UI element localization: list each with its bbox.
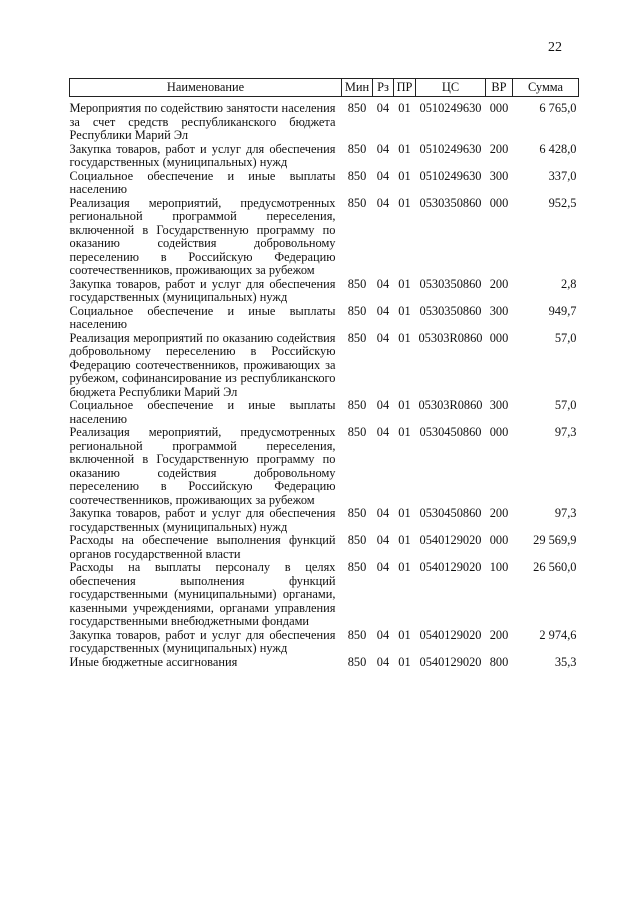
cell-min: 850 <box>347 141 367 156</box>
cell-min: 850 <box>347 533 367 547</box>
table-row <box>70 332 579 400</box>
cell-vr: 000 <box>489 101 509 115</box>
cell-pr: 01 <box>398 627 411 642</box>
cell-cs: 0540129020 <box>419 654 482 669</box>
cell-rz: 04 <box>376 303 390 318</box>
cell-vr: 800 <box>489 654 509 669</box>
cell-rz: 04 <box>376 141 390 156</box>
cell-vr: 200 <box>489 276 509 291</box>
cell-sum: 2 974,6 <box>539 627 577 642</box>
cell-min: 850 <box>347 276 367 291</box>
cell-rz: 04 <box>376 195 390 210</box>
cell-rz: 04 <box>376 627 390 642</box>
cell-min: 850 <box>347 168 367 183</box>
cell-pr: 01 <box>398 276 411 291</box>
cell-name: Закупка товаров, работ и услуг для обеспечения государственных (муниципальных) нужд <box>69 627 336 655</box>
cell-pr: 01 <box>398 195 411 210</box>
cell-name: Социальное обеспечение и иные выплаты населению <box>69 303 336 331</box>
cell-sum: 949,7 <box>548 303 577 318</box>
cell-rz: 04 <box>376 330 390 345</box>
cell-name: Закупка товаров, работ и услуг для обеспечения государственных (муниципальных) нужд <box>69 276 336 304</box>
cell-rz: 04 <box>376 101 390 115</box>
cell-name: Закупка товаров, работ и услуг для обеспечения государственных (муниципальных) нужд <box>69 506 336 534</box>
cell-vr: 300 <box>489 168 509 183</box>
cell-sum: 57,0 <box>554 330 577 345</box>
table-row <box>70 399 579 426</box>
cell-pr: 01 <box>398 168 411 183</box>
cell-rz: 04 <box>376 506 390 520</box>
cell-pr: 01 <box>398 398 411 412</box>
cell-name: Расходы на обеспечение выполнения функций органов государственной власти <box>69 533 336 561</box>
cell-vr: 000 <box>489 330 509 345</box>
cell-sum: 337,0 <box>548 168 577 183</box>
cell-name: Расходы на выплаты персоналу в целях обеспечения выполнения функций государственными (муниципальными) органами, казенными учреждениями, органами управления государственными внебюджетными фондами <box>69 560 336 628</box>
cell-name: Иные бюджетные ассигнования <box>69 654 238 669</box>
cell-pr: 01 <box>398 425 411 439</box>
cell-sum: 57,0 <box>554 398 577 412</box>
cell-cs: 0540129020 <box>419 533 482 547</box>
cell-cs: 0540129020 <box>419 627 482 642</box>
cell-min: 850 <box>347 560 367 574</box>
cell-min: 850 <box>347 398 367 412</box>
cell-vr: 200 <box>489 141 509 156</box>
cell-name: Реализация мероприятий, предусмотренных региональной программой переселения, включенной в Государственную программу по оказанию содействия добровольному переселению в Российскую Федерацию соотечественников, проживающих за рубежом <box>69 425 336 507</box>
cell-cs: 0530350860 <box>419 303 482 318</box>
table-row <box>70 97 579 143</box>
cell-pr: 01 <box>398 141 411 156</box>
table-row <box>70 170 579 197</box>
header-rz: Рз <box>373 79 394 97</box>
table-row <box>70 305 579 332</box>
cell-rz: 04 <box>376 425 390 439</box>
header-name: Наименование <box>70 79 342 97</box>
cell-sum: 6 765,0 <box>539 101 577 115</box>
cell-rz: 04 <box>376 168 390 183</box>
table-row <box>70 278 579 305</box>
table-row <box>70 534 579 561</box>
cell-rz: 04 <box>376 560 390 574</box>
cell-cs: 0510249630 <box>419 141 482 156</box>
cell-pr: 01 <box>398 654 411 669</box>
cell-rz: 04 <box>376 654 390 669</box>
cell-sum: 26 560,0 <box>533 560 577 574</box>
cell-vr: 000 <box>489 195 509 210</box>
cell-pr: 01 <box>398 533 411 547</box>
cell-min: 850 <box>347 425 367 439</box>
table-row <box>70 426 579 507</box>
budget-table <box>69 78 579 669</box>
cell-min: 850 <box>347 330 367 345</box>
cell-cs: 05303R0860 <box>418 330 483 345</box>
cell-cs: 0530350860 <box>419 195 482 210</box>
cell-pr: 01 <box>398 330 411 345</box>
cell-name: Реализация мероприятий, предусмотренных региональной программой переселения, включенной в Государственную программу по оказанию содействия добровольному переселению в Российскую Федерацию соотечественников, проживающих за рубежом <box>69 195 336 277</box>
cell-sum: 29 569,9 <box>533 533 577 547</box>
cell-sum: 2,8 <box>561 276 577 291</box>
cell-sum: 952,5 <box>548 195 577 210</box>
cell-vr: 000 <box>489 425 509 439</box>
cell-min: 850 <box>347 654 367 669</box>
cell-pr: 01 <box>398 303 411 318</box>
cell-cs: 0530350860 <box>419 276 482 291</box>
table-row <box>70 143 579 170</box>
table-row <box>70 507 579 534</box>
cell-name: Реализация мероприятий по оказанию содействия добровольному переселению в Российскую Федерацию соотечественников, проживающих за рубежом, софинансирование из республиканского бюджета Республики Марий Эл <box>69 330 336 399</box>
header-pr: ПР <box>394 79 416 97</box>
cell-cs: 0540129020 <box>419 560 482 574</box>
cell-min: 850 <box>347 101 367 115</box>
table-row <box>70 561 579 629</box>
cell-vr: 100 <box>489 560 509 574</box>
cell-name: Социальное обеспечение и иные выплаты населению <box>69 398 336 426</box>
cell-rz: 04 <box>376 398 390 412</box>
cell-name: Закупка товаров, работ и услуг для обеспечения государственных (муниципальных) нужд <box>69 141 336 169</box>
cell-cs: 0530450860 <box>419 506 482 520</box>
cell-rz: 04 <box>376 533 390 547</box>
cell-min: 850 <box>347 506 367 520</box>
table-row <box>70 656 579 670</box>
cell-min: 850 <box>347 627 367 642</box>
cell-vr: 200 <box>489 506 509 520</box>
header-sum: Сумма <box>513 79 579 97</box>
header-min: Мин <box>342 79 373 97</box>
header-vr: ВР <box>486 79 513 97</box>
cell-pr: 01 <box>398 560 411 574</box>
cell-rz: 04 <box>376 276 390 291</box>
cell-pr: 01 <box>398 101 411 115</box>
cell-min: 850 <box>347 303 367 318</box>
header-cs: ЦС <box>416 79 486 97</box>
cell-name: Мероприятия по содействию занятости населения за счет средств республиканского бюджета Республики Марий Эл <box>69 101 336 142</box>
cell-pr: 01 <box>398 506 411 520</box>
page-number: 22 <box>548 40 562 55</box>
cell-cs: 0530450860 <box>419 425 482 439</box>
table-row <box>70 629 579 656</box>
cell-vr: 200 <box>489 627 509 642</box>
cell-sum: 35,3 <box>554 654 577 669</box>
table-row <box>70 197 579 278</box>
table-body <box>70 97 579 670</box>
cell-vr: 000 <box>489 533 509 547</box>
cell-sum: 6 428,0 <box>539 141 577 156</box>
cell-sum: 97,3 <box>554 425 577 439</box>
cell-cs: 05303R0860 <box>418 398 483 412</box>
cell-vr: 300 <box>489 398 509 412</box>
cell-sum: 97,3 <box>554 506 577 520</box>
cell-cs: 0510249630 <box>419 168 482 183</box>
cell-vr: 300 <box>489 303 509 318</box>
table-header-row <box>70 79 579 97</box>
cell-min: 850 <box>347 195 367 210</box>
cell-name: Социальное обеспечение и иные выплаты населению <box>69 168 336 196</box>
cell-cs: 0510249630 <box>419 101 482 115</box>
